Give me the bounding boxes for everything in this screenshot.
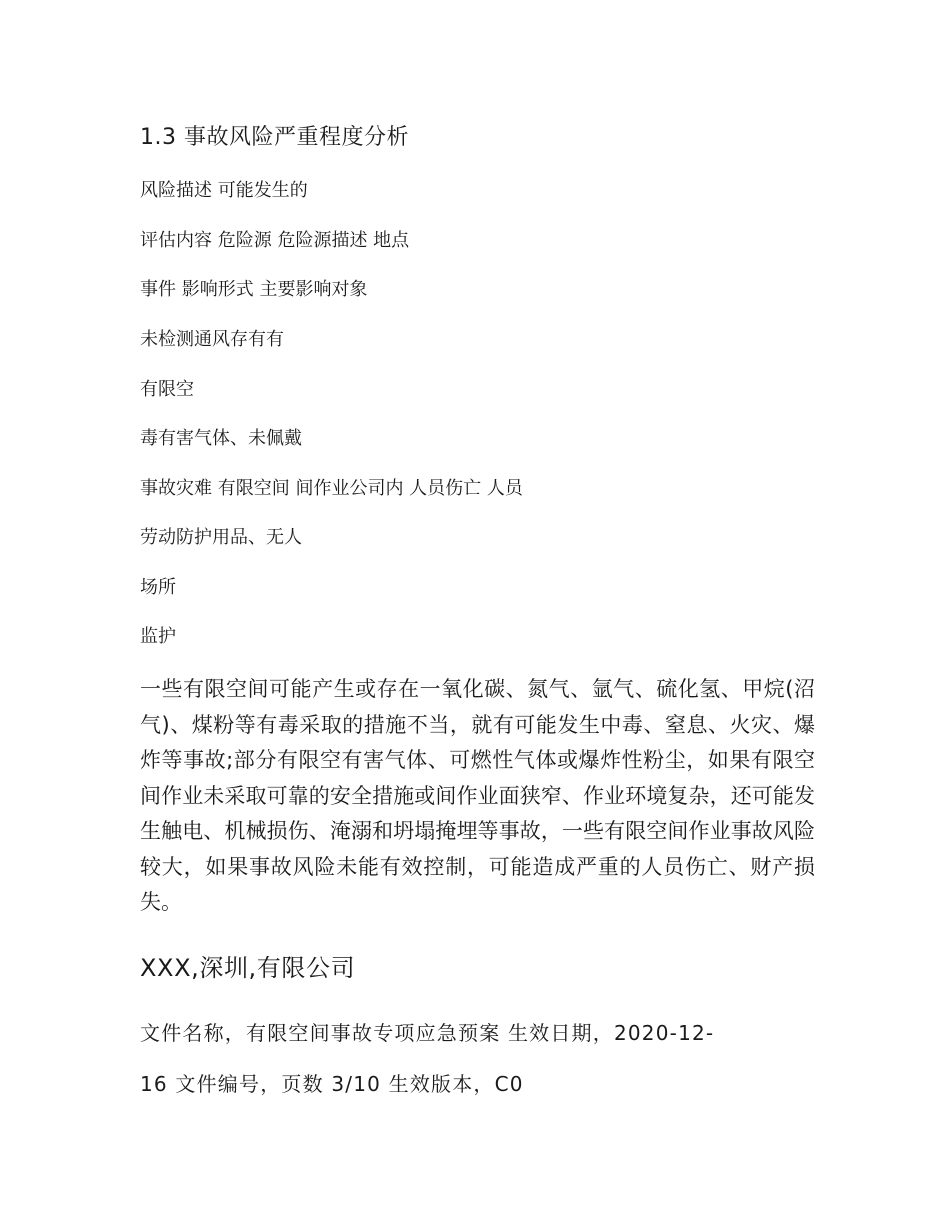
table-line: 监护 [140,626,176,647]
document-meta-line: 16 文件编号，页数 3/10 生效版本，C0 [140,1072,524,1096]
table-line: 事件 影响形式 主要影响对象 [140,279,368,300]
document-meta-line: 文件名称，有限空间事故专项应急预案 生效日期，2020-12- [140,1021,715,1045]
table-line: 事故灾难 有限空间 间作业公司内 人员伤亡 人员 [140,478,523,499]
table-line: 评估内容 危险源 危险源描述 地点 [140,230,410,251]
table-line: 劳动防护用品、无人 [140,527,302,548]
table-line: 未检测通风存有有 [140,329,284,350]
table-line: 风险描述 可能发生的 [140,180,308,201]
company-name: XXX,深圳,有限公司 [140,954,356,982]
table-line: 有限空 [140,379,194,400]
section-heading: 1.3 事故风险严重程度分析 [140,125,409,150]
table-line: 毒有害气体、未佩戴 [140,428,302,449]
table-line: 场所 [140,577,176,598]
body-paragraph: 一些有限空间可能产生或存在一氧化碳、氮气、氩气、硫化氢、甲烷(沼气)、煤粉等有毒采取的措施不当，就有可能发生中毒、窒息、火灾、爆炸等事故;部分有限空有害气体、可燃性气体或爆炸性粉尘，如果有限空间作业未采取可靠的安全措施或间作业面狭窄、作业环境复杂，还可能发生触电、机械损伤、淹溺和坍塌掩埋等事故，一些有限空间作业事故风险较大，如果事故风险未能有效控制，可能造成严重的人员伤亡、财产损失。 [140,677,815,914]
